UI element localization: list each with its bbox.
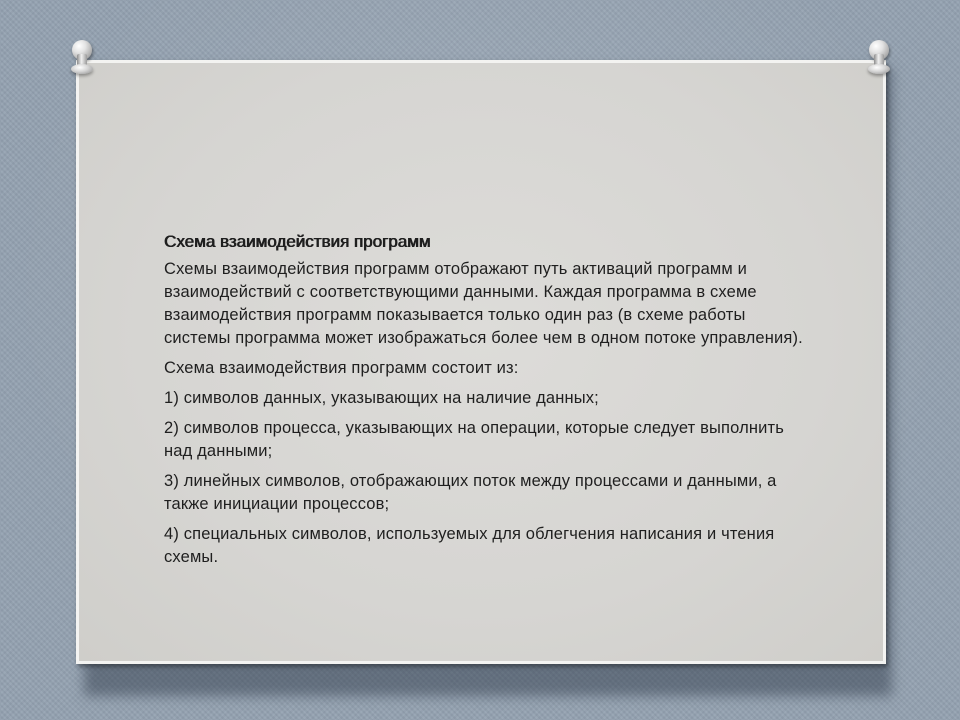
pushpin-icon [866,40,892,76]
list-item-data-symbols: 1) символов данных, указывающих на наличие данных; [164,389,599,407]
list-item-process-symbols: 2) символов процесса, указывающих на операции, которые следует выполнить над данными; [164,419,784,460]
paragraph-composition: Схема взаимодействия программ состоит из: [164,359,519,377]
slide-heading: Схема взаимодействия программ [164,232,431,251]
pushpin-icon [69,40,95,76]
paragraph-intro: Схемы взаимодействия программ отображают путь активаций программ и взаимодействий с соответствующими данными. Каждая программа в схеме взаимодействия программ показывается только один раз (в схеме работы системы программа может изображаться более чем в одном потоке управления). [164,260,803,347]
list-item-special-symbols: 4) специальных символов, используемых для облегчения написания и чтения схемы. [164,525,775,566]
slide-content [164,231,804,576]
list-item-line-symbols: 3) линейных символов, отображающих поток между процессами и данными, а также инициации процессов; [164,472,777,513]
